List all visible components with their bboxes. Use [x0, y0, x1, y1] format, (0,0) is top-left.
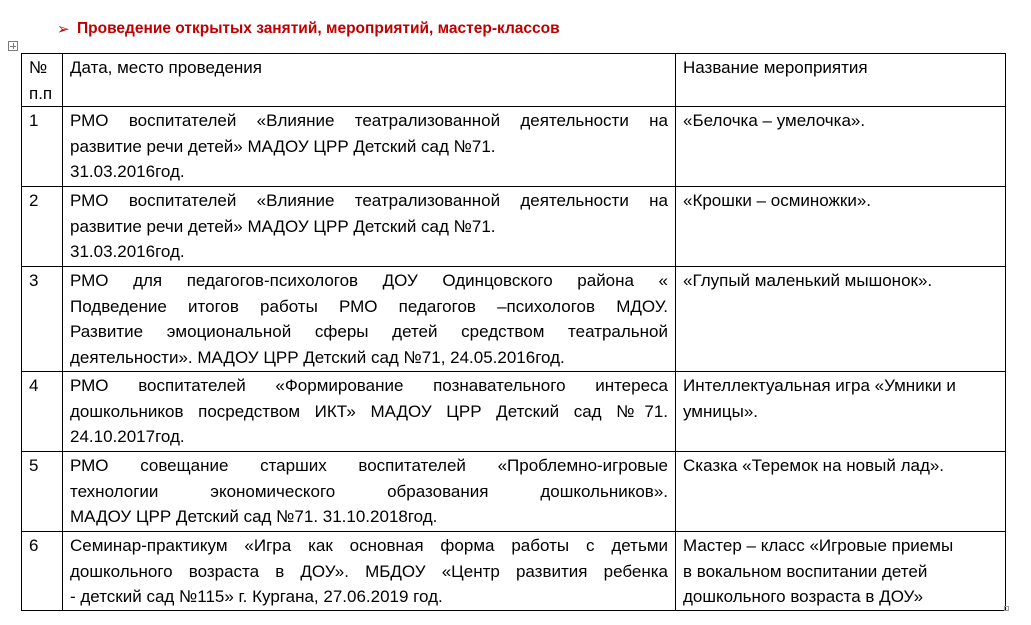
row-num-cell: 3	[22, 267, 63, 372]
name-line: дошкольного возраста в ДОУ»	[683, 587, 924, 606]
place-line: 31.03.2016год.	[70, 162, 185, 181]
header-num-line: №	[29, 58, 48, 77]
section-title: Проведение открытых занятий, мероприятий, мастер-классов	[77, 20, 560, 37]
row-place-cell	[63, 372, 676, 452]
row-name-cell	[676, 452, 1006, 532]
name-line: Интеллектуальная игра «Умники и	[683, 376, 956, 395]
place-line: РМО воспитателей «Влияние театрализованной деятельности на	[70, 191, 668, 210]
place-line: МАДОУ ЦРР Детский сад №71. 31.10.2018год.	[70, 507, 438, 526]
header-place-cell: Дата, место проведения	[63, 54, 676, 107]
place-line: - детский сад №115» г. Кургана, 27.06.2019 год.	[70, 587, 443, 606]
row-place-cell	[63, 187, 676, 267]
name-line: «Глупый маленький мышонок».	[683, 271, 933, 290]
row-name-cell	[676, 267, 1006, 372]
table-row	[22, 532, 1006, 611]
place-line: дошкольного возраста в ДОУ». МБДОУ «Центр развития ребенка	[70, 561, 668, 581]
row-place-cell	[63, 107, 676, 187]
row-num-cell: 5	[22, 452, 63, 532]
row-name-cell	[676, 532, 1006, 611]
table-row	[22, 107, 1006, 187]
table-move-handle-icon[interactable]	[8, 41, 18, 51]
place-line: Подведение итогов работы РМО педагогов –психологов МДОУ.	[70, 296, 668, 316]
header-num-line: п.п	[29, 83, 53, 103]
place-line: деятельности». МАДОУ ЦРР Детский сад №71, 24.05.2016год.	[70, 347, 565, 367]
name-line: Сказка «Теремок на новый лад».	[683, 456, 945, 475]
name-line: «Крошки – осминожки».	[683, 191, 872, 210]
table-header-row	[22, 54, 1006, 107]
header-name-cell: Название мероприятия	[676, 54, 1006, 107]
row-place-cell	[63, 267, 676, 372]
row-name-cell	[676, 107, 1006, 187]
place-line: РМО воспитателей «Формирование познавательного интереса	[70, 376, 668, 395]
place-line: развитие речи детей» МАДОУ ЦРР Детский сад №71.	[70, 216, 496, 236]
name-line: в вокальном воспитании детей	[683, 561, 928, 581]
row-place-cell	[63, 452, 676, 532]
table-row	[22, 187, 1006, 267]
header-num-cell	[22, 54, 63, 107]
row-num-cell: 1	[22, 107, 63, 187]
name-line: «Белочка – умелочка».	[683, 111, 866, 130]
place-line: РМО воспитателей «Влияние театрализованной деятельности на	[70, 111, 668, 130]
row-num-cell: 2	[22, 187, 63, 267]
row-name-cell	[676, 187, 1006, 267]
table-row	[22, 452, 1006, 532]
name-line: Мастер – класс «Игровые приемы	[683, 536, 954, 555]
place-line: дошкольников посредством ИКТ» МАДОУ ЦРР Детский сад №71.	[70, 401, 668, 421]
place-line: РМО для педагогов-психологов ДОУ Одинцовского района «	[70, 271, 668, 290]
place-line: развитие речи детей» МАДОУ ЦРР Детский сад №71.	[70, 136, 496, 156]
table-resize-handle-icon[interactable]	[1004, 606, 1009, 611]
name-line: умницы».	[683, 401, 759, 421]
row-name-cell	[676, 372, 1006, 452]
row-place-cell	[63, 532, 676, 611]
row-num-cell: 6	[22, 532, 63, 611]
place-line: Семинар-практикум «Игра как основная форма работы с детьми	[70, 536, 668, 555]
row-num-cell: 4	[22, 372, 63, 452]
place-line: технологии экономического образования дошкольников».	[70, 481, 668, 501]
section-heading	[57, 18, 560, 40]
place-line: Развитие эмоциональной сферы детей средством театральной	[70, 322, 668, 341]
table-row	[22, 267, 1006, 372]
place-line: 31.03.2016год.	[70, 242, 185, 261]
arrow-bullet-icon: ➢	[57, 21, 70, 38]
place-line: 24.10.2017год.	[70, 427, 185, 446]
table-row	[22, 372, 1006, 452]
events-table	[21, 53, 1006, 611]
place-line: РМО совещание старших воспитателей «Проблемно-игровые	[70, 456, 668, 475]
